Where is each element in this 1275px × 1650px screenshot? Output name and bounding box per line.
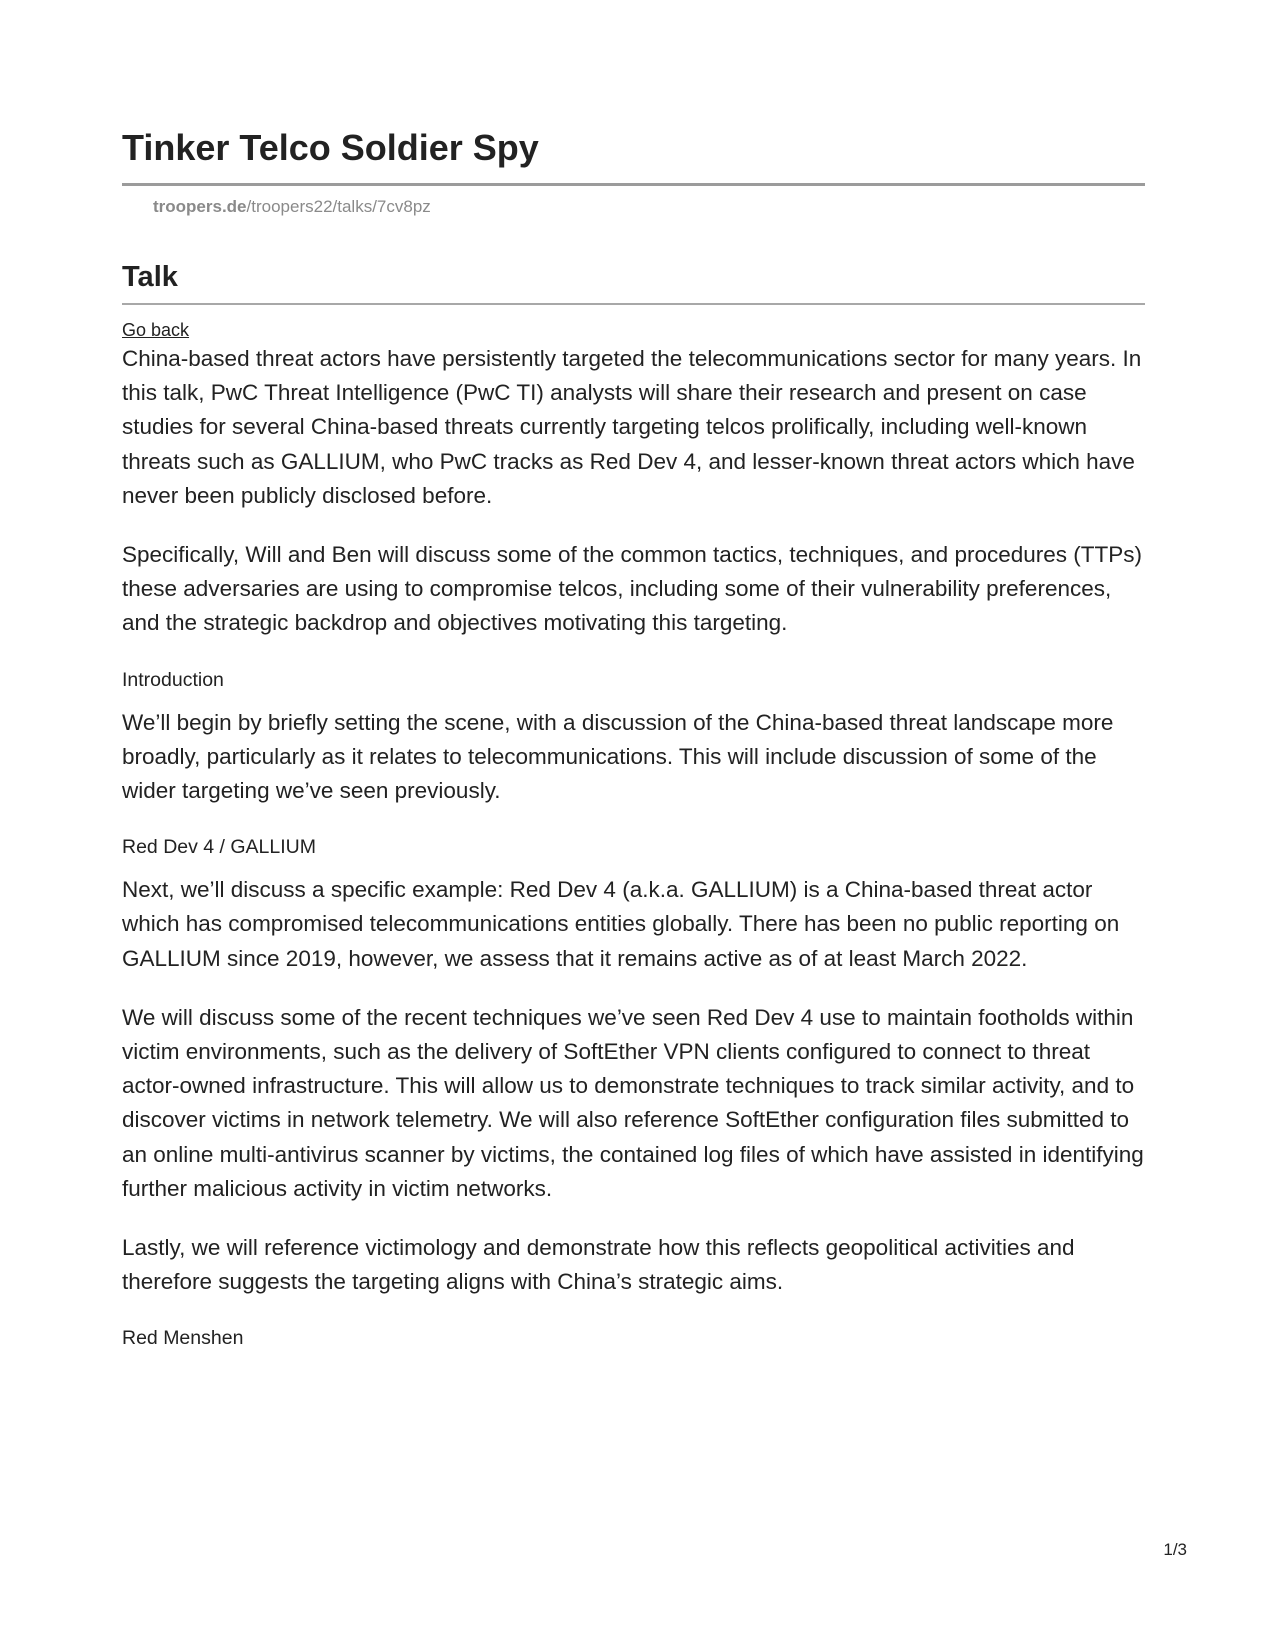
source-domain: troopers.de [153, 197, 247, 216]
talk-content [122, 318, 1145, 1364]
title-divider [122, 183, 1145, 186]
source-path: /troopers22/talks/7cv8pz [246, 197, 431, 216]
paragraph: We will discuss some of the recent techniques we’ve seen Red Dev 4 use to maintain footholds within victim environments, such as the delivery of SoftEther VPN clients configured to connect to threat actor-owned infrastructure. This will allow us to demonstrate techniques to track similar activity, and to discover victims in network telemetry. We will also reference SoftEther configuration files submitted to an online multi-antivirus scanner by victims, the contained log files of which have assisted in identifying further malicious activity in victim networks. [122, 1004, 1144, 1201]
subheading: Introduction [122, 668, 224, 691]
paragraph: China-based threat actors have persistently targeted the telecommunications sector for many years. In this talk, PwC Threat Intelligence (PwC TI) analysts will share their research and present on case studies for several China-based threats currently targeting telcos prolifically, including well-known threats such as GALLIUM, who PwC tracks as Red Dev 4, and lesser-known threat actors which have never been publicly disclosed before. [122, 346, 1142, 508]
paragraph: Specifically, Will and Ben will discuss some of the common tactics, techniques, and procedures (TTPs) these adversaries are using to compromise telcos, including some of their vulnerability preferences, and the strategic backdrop and objectives motivating this targeting. [122, 542, 1142, 636]
paragraph: We’ll begin by briefly setting the scene, with a discussion of the China-based threat landscape more broadly, particularly as it relates to telecommunications. This will include discussion of some of the wider targeting we’ve seen previously. [122, 709, 1114, 804]
subheading: Red Dev 4 / GALLIUM [122, 836, 316, 859]
source-url [153, 196, 431, 218]
section-title: Talk [122, 261, 178, 293]
paragraph: Lastly, we will reference victimology and demonstrate how this reflects geopolitical activities and therefore suggests the targeting aligns with China’s strategic aims. [122, 1235, 1075, 1295]
paragraph: Next, we’ll discuss a specific example: Red Dev 4 (a.k.a. GALLIUM) is a China-based threat actor which has compromised telecommunications entities globally. There has been no public reporting on GALLIUM since 2019, however, we assess that it remains active as of at least March 2022. [122, 877, 1120, 971]
go-back-link[interactable]: Go back [122, 320, 190, 340]
page-number: 1/3 [1163, 1540, 1187, 1559]
section-divider [122, 303, 1145, 305]
page-title: Tinker Telco Soldier Spy [122, 127, 539, 168]
subheading: Red Menshen [122, 1327, 244, 1350]
